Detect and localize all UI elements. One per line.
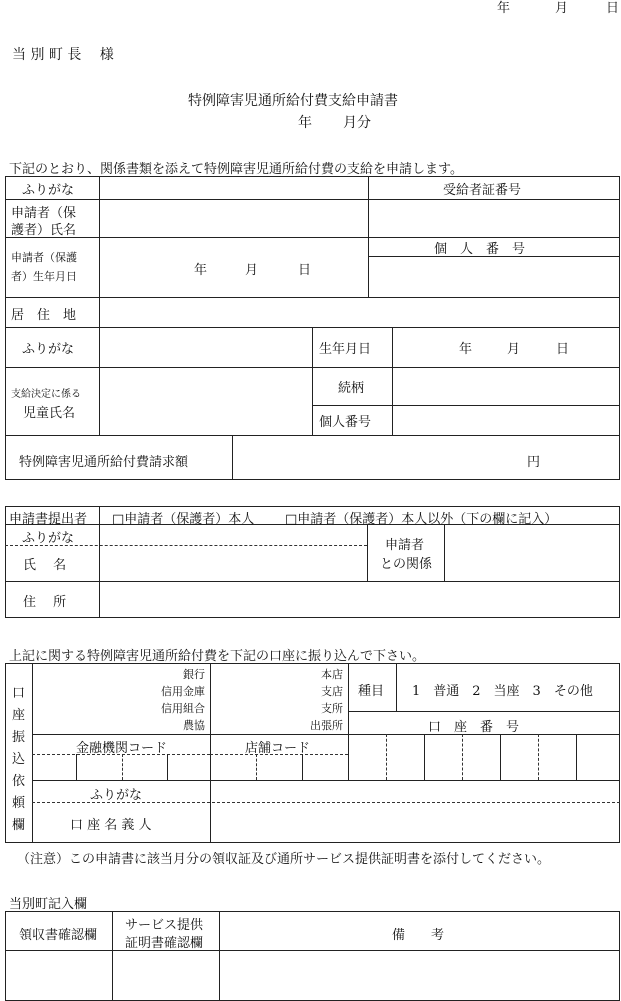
branch-type-head: 本店	[321, 668, 343, 681]
document-title: 特例障害児通所給付費支給申請書	[188, 93, 398, 109]
yen-label: 円	[527, 455, 541, 470]
child-name-label-line2: 児童氏名	[23, 406, 76, 421]
submitter-address-label: 住 所	[23, 595, 67, 610]
branch-type-sub: 出張所	[310, 719, 343, 732]
branch-type-branch: 支店	[321, 685, 343, 698]
relation-label-line1: 申請者	[385, 538, 425, 553]
child-dob-month-label: 月	[507, 342, 521, 357]
child-dob-day-label: 日	[556, 342, 570, 357]
remarks-label: 備 考	[392, 928, 445, 943]
child-personal-number-label: 個人番号	[319, 415, 372, 430]
recipient-number-label: 受給者証番号	[443, 183, 522, 198]
inst-type-shinkumi: 信用組合	[161, 702, 205, 715]
bank-label-char-1: 口	[12, 686, 26, 701]
child-relation-label: 続柄	[338, 381, 365, 396]
receipt-check-label: 領収書確認欄	[19, 928, 98, 943]
service-proof-label-line2: 証明書確認欄	[125, 936, 204, 951]
office-table	[5, 911, 620, 1001]
addressee: 当 別 町 長 様	[12, 47, 114, 63]
branch-type-office: 支所	[321, 702, 343, 715]
submitter-self-checkbox[interactable]: □申請者（保護者）本人	[112, 512, 255, 527]
office-section-heading: 当別町記入欄	[9, 897, 88, 912]
applicant-birth-month-label: 月	[245, 263, 259, 278]
child-furigana-label: ふりがな	[22, 342, 75, 357]
claim-amount-label: 特例障害児通所給付費請求額	[19, 455, 189, 470]
applicant-furigana-label: ふりがな	[22, 183, 75, 198]
bank-label-char-5: 依	[12, 774, 26, 789]
bank-intro-text: 上記に関する特例障害児通所給付費を下記の口座に振り込んで下さい。	[9, 649, 426, 664]
branch-code-label: 店舗コード	[245, 741, 311, 756]
residence-label: 居 住 地	[11, 308, 77, 323]
intro-text: 下記のとおり、関係書類を添えて特例障害児通所給付費の支給を申請します。	[9, 162, 463, 177]
submitter-name-label: 氏 名	[23, 558, 67, 573]
applicant-name-label-line2: 護者）氏名	[11, 223, 77, 238]
bank-label-char-6: 頼	[12, 796, 26, 811]
date-year-label: 年	[497, 1, 511, 16]
applicant-personal-number-label: 個 人 番 号	[434, 242, 526, 257]
applicant-birth-year-label: 年	[194, 263, 208, 278]
date-day-label: 日	[606, 1, 620, 16]
applicant-name-label-line1: 申請者（保	[11, 206, 77, 221]
child-dob-label: 生年月日	[319, 342, 372, 357]
institution-code-label: 金融機関コード	[76, 741, 168, 756]
note-text: （注意）この申請書に該当月分の領収証及び通所サービス提供証明書を添付してください。	[17, 852, 551, 867]
submitter-other-checkbox[interactable]: □申請者（保護者）本人以外（下の欄に記入）	[285, 512, 558, 527]
account-kind-label: 種目	[358, 684, 385, 699]
account-holder-label: 口 座 名 義 人	[70, 818, 152, 833]
bank-label-char-3: 振	[12, 730, 26, 745]
date-month-label: 月	[555, 1, 569, 16]
submitter-label: 申請書提出者	[9, 512, 88, 527]
account-kind-options: 1 普通 2 当座 3 その他	[412, 684, 593, 699]
child-name-label-line1: 支給決定に係る	[11, 389, 81, 400]
relation-label-line2: との関係	[380, 557, 433, 572]
bank-label-char-4: 込	[12, 752, 26, 767]
applicant-birth-day-label: 日	[298, 263, 312, 278]
holder-furigana-label: ふりがな	[90, 788, 143, 803]
applicant-birth-label-line1: 申請者（保護	[11, 251, 77, 264]
service-proof-label-line1: サービス提供	[125, 918, 204, 933]
inst-type-nokyo: 農協	[183, 719, 205, 732]
submitter-furigana-label: ふりがな	[22, 531, 75, 546]
account-number-label: 口 座 番 号	[428, 720, 520, 735]
bank-label-char-7: 欄	[12, 818, 26, 833]
inst-type-bank: 銀行	[183, 668, 205, 681]
period-month-label: 月分	[343, 115, 371, 131]
inst-type-shinkin: 信用金庫	[161, 685, 205, 698]
period-year-label: 年	[298, 115, 312, 131]
bank-label-char-2: 座	[12, 708, 26, 723]
applicant-birth-label-line2: 者）生年月日	[11, 270, 77, 283]
child-dob-year-label: 年	[459, 342, 473, 357]
